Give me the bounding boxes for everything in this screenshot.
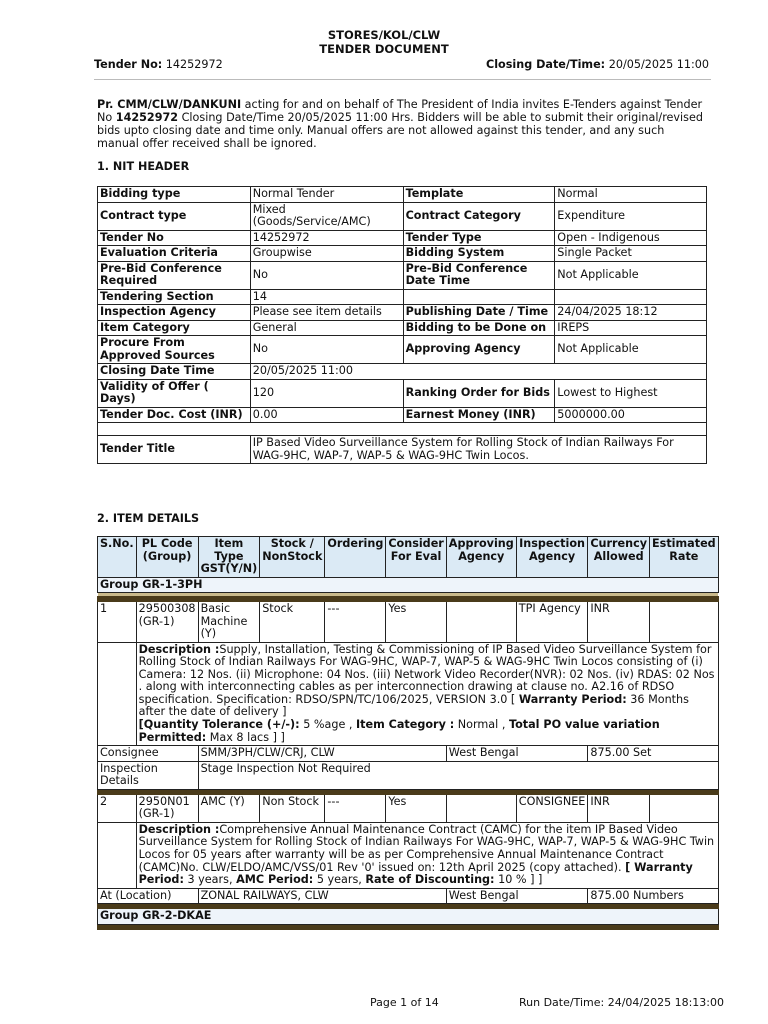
item-description-row: Description :Supply, Installation, Testing & Commissioning of IP Based Video Surveillance System for Rolling Stock of Indian Railways For WAG-9HC, WAP-7, WAP-5 & WAG-9HC Twin Locos consisting of (i) Camera: 12 Nos. (ii) Microphone: 04 Nos. (iii) Network Video Recorder(NVR): 02 Nos. (iv) RDAS: 02 Nos . along with interconnecting cables as per interconnection drawing at clause no. A2.16 of RDSO specification. Specification: RDSO/SPN/TC/106/2025, VERSION 3.0 [ Warranty Period: 36 Months after the date of delivery ] [Quantity Tolerance (+/-): 5 %age , Item Category : Normal , Total PO value variation Permitted: Max 8 lacs ] ] [98, 642, 719, 746]
consignee-row: Consignee SMM/3PH/CLW/CRJ, CLW West Bengal 875.00 Set [98, 746, 719, 762]
store-header: STORES/KOL/CLW [327, 28, 441, 42]
tender-title-label: Tender Title [98, 436, 251, 464]
group-row: Group GR-1-3PH [98, 577, 719, 593]
run-datetime: Run Date/Time: 24/04/2025 18:13:00 [519, 996, 725, 1009]
page-number: Page 1 of 14 [370, 996, 439, 1009]
section-item-details: 2. ITEM DETAILS [97, 512, 200, 525]
closing-datetime: Closing Date/Time: 20/05/2025 11:00 [486, 58, 709, 71]
header-divider [94, 79, 711, 80]
inspection-details-row: Inspection Details Stage Inspection Not Required [98, 761, 719, 789]
location-row: At (Location) ZONAL RAILWAYS, CLW West Bengal 875.00 Numbers [98, 888, 719, 904]
nit-header-table: Bidding type Normal Tender Template Normal Contract type Mixed (Goods/Service/AMC) Contract Category Expenditure Tender No 14252972 Tender Type Open - Indigenous Evaluation Criteria Groupwise Bidding System Single Packet Pre-Bid Conference Required No Pre-Bid Conference Date Time Not Applicable Tendering Section 14 Inspection Agency Please see item details Publishing Date / Time 24/04/2025 18:12 Item Category General Bidding to be Done on IREPS Procure From Approved Sources No Approving Agency Not Applicable Closing Date Time 20/05/2025 11:00 Validity of Offer ( Days) 120 Ranking Order for Bids Lowest to Highest Tender Doc. Cost (INR) 0.00 Earnest Money (INR) 5000000.00 Tender Title IP Based Video Surveillance System for Rolling Stock of Indian Railways For WAG-9HC, WAP-7, WAP-5 & WAG-9HC Twin Locos. [97, 186, 707, 464]
intro-paragraph: Pr. CMM/CLW/DANKUNI acting for and on behalf of The President of India invites E-Tenders against Tender No 14252972 Closing Date/Time 20/05/2025 11:00 Hrs. Bidders will be able to submit their original/revised bids upto closing date and time only. Manual offers are not allowed against this tender, and any such manual offer received shall be ignored. [97, 98, 703, 150]
tender-number: Tender No: 14252972 [94, 58, 223, 71]
document-title: TENDER DOCUMENT [319, 42, 449, 56]
item-description-row: Description :Comprehensive Annual Maintenance Contract (CAMC) for the item IP Based Video Surveillance System for Rolling Stock of Indian Railways For WAG-9HC, WAP-7, WAP-5 & WAG-9HC Twin Locos for 05 years after warranty will be as per Comprehensive Annual Maintenance Contract (CAMC)No. CLW/ELDO/AMC/VSS/01 Rev '0' issued on: 12th April 2025 (copy attached). [ Warranty Period: 3 years, AMC Period: 5 years, Rate of Discounting: 10 % ] ] [98, 822, 719, 888]
table-row: 2 2950N01 (GR-1) AMC (Y) Non Stock --- Yes CONSIGNEE INR [98, 794, 719, 822]
tender-title: IP Based Video Surveillance System for Rolling Stock of Indian Railways For WAG-9HC, WAP-7, WAP-5 & WAG-9HC Twin Locos. [250, 436, 706, 464]
section-nit-header: 1. NIT HEADER [97, 160, 190, 173]
table-header-row: S.No. PL Code (Group) Item Type GST(Y/N) Stock / NonStock Ordering Consider For Eval Approving Agency Inspection Agency Currency Allowed Estimated Rate [98, 537, 719, 578]
group-row: Group GR-2-DKAE [98, 909, 719, 925]
item-details-table [97, 536, 719, 930]
table-row: 1 29500308 (GR-1) Basic Machine (Y) Stock --- Yes TPI Agency INR [98, 602, 719, 643]
